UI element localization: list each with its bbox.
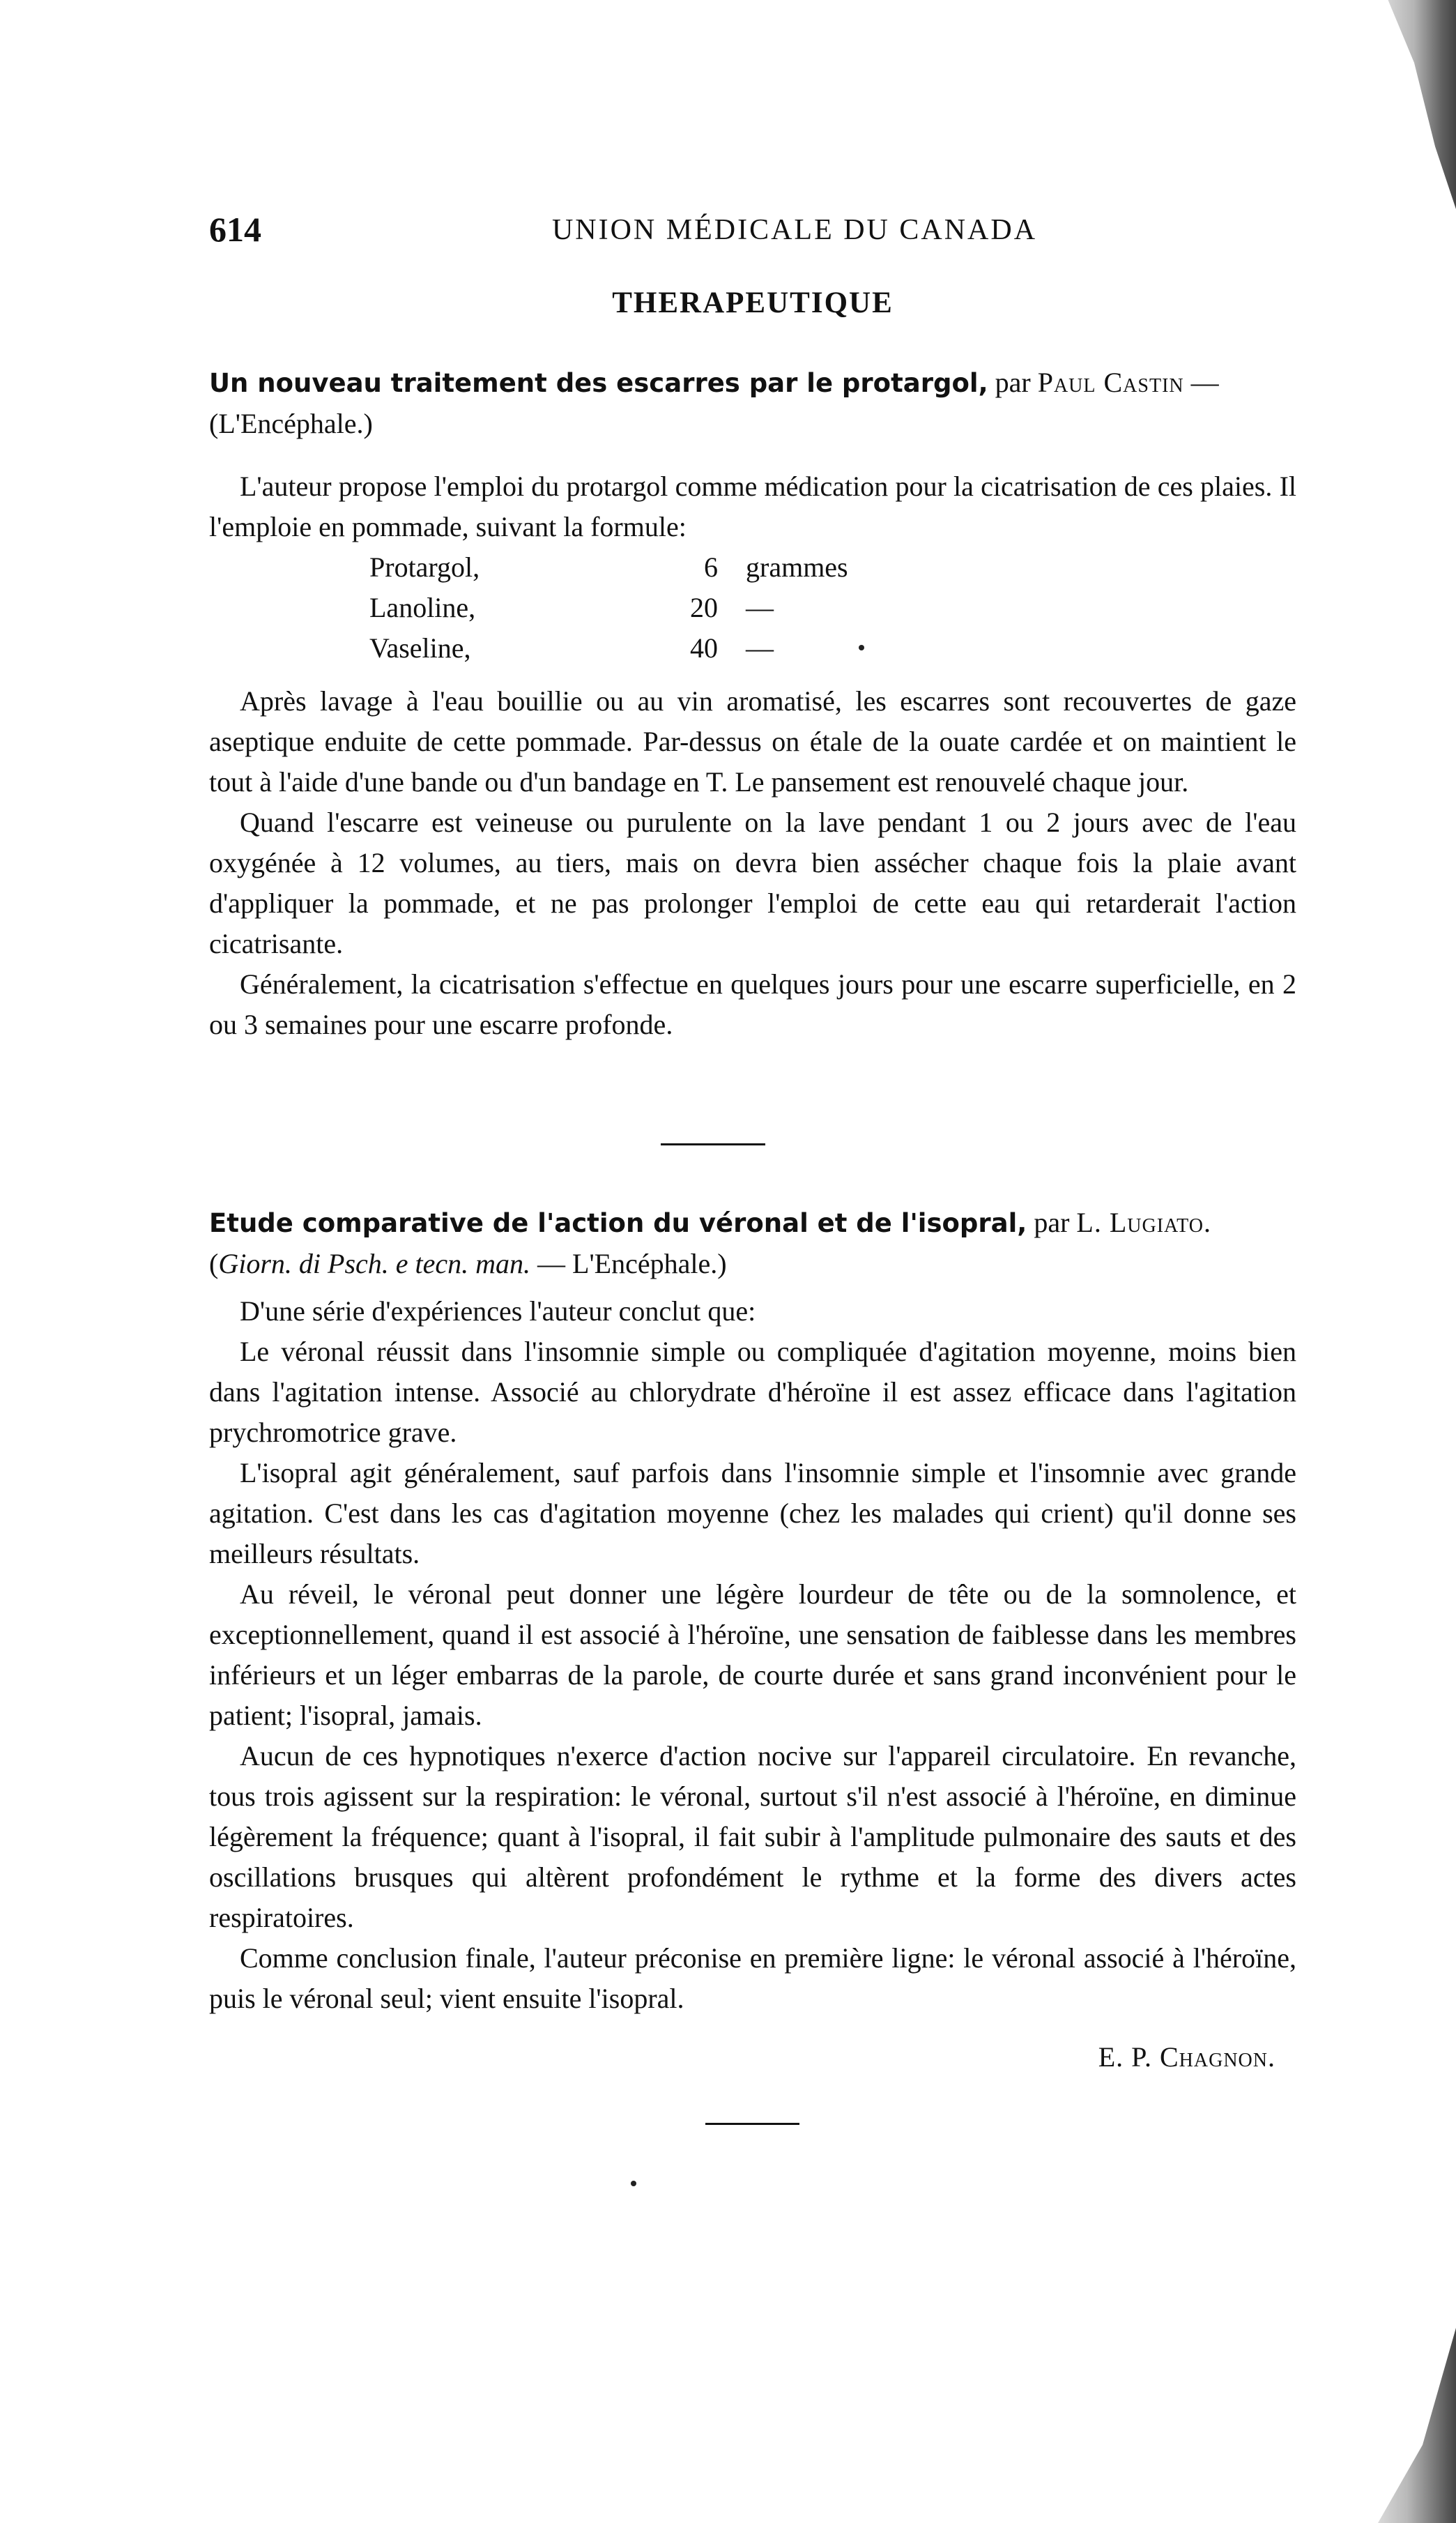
page-number: 614 bbox=[209, 210, 261, 249]
article-1-paragraph: Quand l'escarre est veineuse ou purulente on la lave pendant 1 ou 2 jours avec de l'eau oxygénée à 12 volumes, au tiers, mais on devra bien assécher chaque fois la plaie avant d'appliquer la pommade, et ne pas prolonger l'emploi de cette eau qui retarderait l'action cicatrisante. bbox=[209, 807, 1296, 959]
formula-row bbox=[369, 547, 871, 588]
article-2-paragraph: L'isopral agit généralement, sauf parfois dans l'insomnie simple et l'insomnie avec grande agitation. C'est dans les cas d'agitation moyenne (chez les malades qui crient) qu'il donne ses meilleurs résultats. bbox=[209, 1457, 1296, 1569]
formula-quantity: 40 bbox=[690, 632, 718, 664]
article-2-paragraph: Au réveil, le véronal peut donner une légère lourdeur de tête ou de la somnolence, et exceptionnellement, quand il est associé à l'héroïne, une sensation de faiblesse dans les membres inférieurs et un léger embarras de la parole, de courte durée et sans grand inconvénient pour le patient; l'isopral, jamais. bbox=[209, 1578, 1296, 1731]
section-title: THERAPEUTIQUE bbox=[612, 287, 894, 319]
article-2-paragraph: D'une série d'expériences l'auteur conclut que: bbox=[240, 1295, 756, 1327]
scan-edge-artifact bbox=[1344, 2328, 1456, 2523]
page-header bbox=[209, 209, 1296, 251]
formula-quantity: 6 bbox=[704, 551, 718, 583]
separator-rule bbox=[661, 1143, 765, 1145]
article-1-heading bbox=[209, 363, 1296, 444]
separator-rule bbox=[705, 2123, 799, 2125]
article-1-author: Paul Castin bbox=[1037, 367, 1184, 398]
article-1-paragraph: Après lavage à l'eau bouillie ou au vin aromatisé, les escarres sont recouvertes de gaze aseptique enduite de cette pommade. Par-dessus on étale de la ouate cardée et on maintient le tout à l'aide d'une bande ou d'un bandage en T. Le pansement est renouvelé chaque jour. bbox=[209, 685, 1296, 798]
formula-unit: — bbox=[746, 632, 774, 664]
formula-row bbox=[369, 588, 871, 628]
article-2-signature bbox=[209, 2037, 1296, 2078]
article-1 bbox=[209, 363, 1296, 1045]
article-2-paragraph: Comme conclusion finale, l'auteur préconise en première ligne: le véronal associé à l'héroïne, puis le véronal seul; vient ensuite l'isopral. bbox=[209, 1942, 1296, 2014]
article-1-paragraph: Généralement, la cicatrisation s'effectue en quelques jours pour une escarre superficielle, en 2 ou 3 semaines pour une escarre profonde. bbox=[209, 968, 1296, 1040]
article-2 bbox=[209, 1203, 1296, 2078]
formula-unit: grammes bbox=[746, 551, 848, 583]
article-2-title: Etude comparative de l'action du véronal et de l'isopral, bbox=[209, 1208, 1027, 1238]
scan-speck bbox=[631, 2181, 636, 2186]
article-2-author: L. Lugiato. bbox=[1076, 1207, 1211, 1238]
article-1-title: Un nouveau traitement des escarres par le protargol, bbox=[209, 368, 988, 398]
article-2-source: — L'Encéphale.) bbox=[537, 1248, 727, 1279]
formula-table bbox=[369, 547, 871, 669]
formula-row bbox=[369, 628, 871, 669]
formula-quantity: 20 bbox=[690, 592, 718, 623]
formula-unit: — bbox=[746, 592, 774, 623]
formula-ingredient: Protargol, bbox=[369, 551, 480, 583]
signature-text: E. P. Chagnon. bbox=[1098, 2041, 1275, 2073]
scan-edge-artifact bbox=[1351, 0, 1456, 209]
article-1-by: par bbox=[995, 367, 1031, 398]
article-2-journal: Giorn. di Psch. e tecn. man. bbox=[218, 1248, 531, 1279]
scan-speck bbox=[859, 645, 864, 650]
article-2-paragraph: Aucun de ces hypnotiques n'exerce d'action nocive sur l'appareil circulatoire. En revanche, tous trois agissent sur la respiration: le véronal, surtout s'il n'est associé à l'héroïne, en diminue légèrement la fréquence; quant à l'isopral, il fait subir à l'amplitude pulmonaire des sauts et des oscillations brusques qui altèrent profondément le rythme et la forme des divers actes respiratoires. bbox=[209, 1740, 1296, 1933]
article-2-paragraph: Le véronal réussit dans l'insomnie simple ou compliquée d'agitation moyenne, moins bien dans l'agitation intense. Associé au chlorydrate d'héroïne il est assez efficace dans l'agitation prychromotrice grave. bbox=[209, 1336, 1296, 1448]
article-1-intro: L'auteur propose l'emploi du protargol comme médication pour la cicatrisation de ces plaies. Il l'emploie en pommade, suivant la formule: bbox=[209, 471, 1296, 542]
article-2-by: par bbox=[1034, 1207, 1070, 1238]
formula-ingredient: Lanoline, bbox=[369, 592, 476, 623]
article-2-heading: Etude comparative de l'action du véronal et de l'isopral, par L. Lugiato. (Giorn. di Psch. e tecn. man. — L'Encéphale.) bbox=[209, 1207, 1211, 1279]
running-head: UNION MÉDICALE DU CANADA bbox=[551, 214, 1038, 246]
formula-ingredient: Vaseline, bbox=[369, 632, 471, 664]
article-1-source: — (L'Encéphale.) bbox=[209, 367, 1219, 439]
